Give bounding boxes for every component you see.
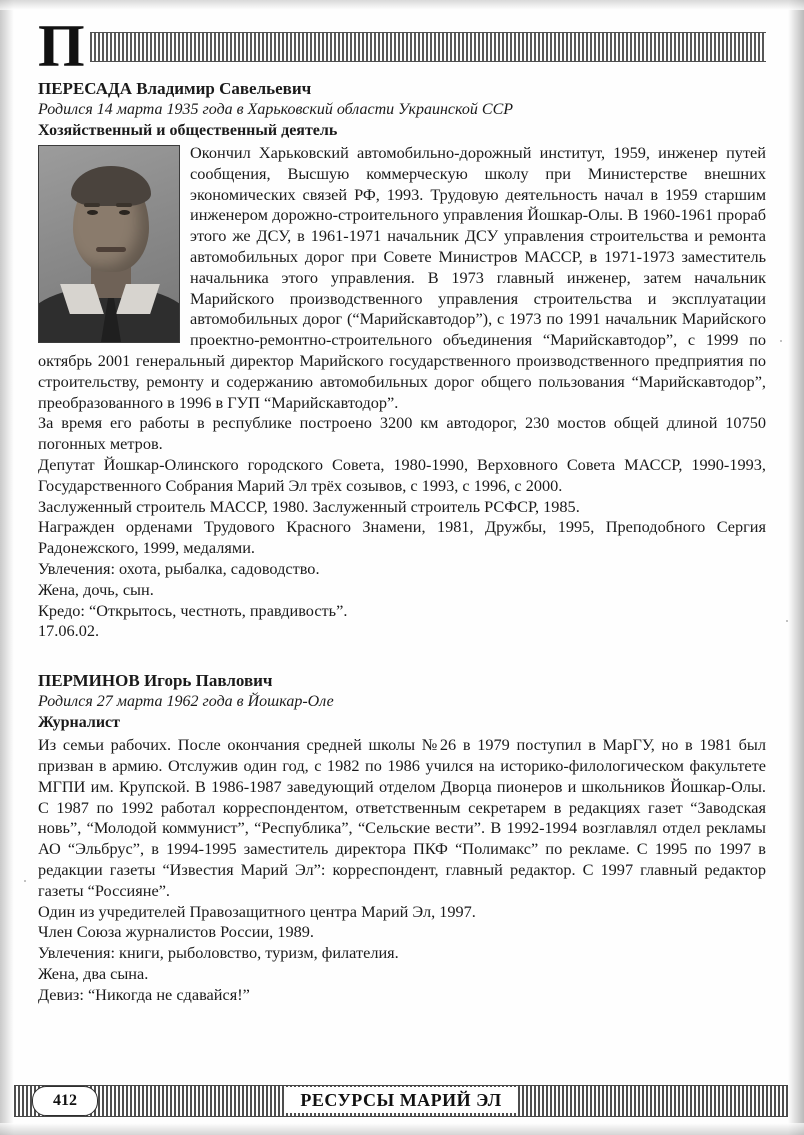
section-letter-band (38, 13, 766, 79)
entry-surname: ПЕРМИНОВ (38, 671, 140, 691)
entry-occupation: Хозяйственный и общественный деятель (38, 122, 338, 139)
portrait-eye-right (119, 210, 130, 215)
biography-entry (38, 670, 766, 1005)
entry-paragraph: Окончил Харьковский автомобильно-дорожный институт, 1959, инженер путей сообщения, Высшую коммерческую школу при Министерстве внешних экономических связей РФ, 1993. Трудовую деятельность начал в 1959 старшим инженером дорожно-строительного управления Йошкар-Олы. В 1960-1961 прораб этого же ДСУ, в 1961-1971 начальник ДСУ управления строительства и ремонта автомобильных дорог при Совете Министров МАССР, в 1971-1973 заместитель начальника этого управления. В 1973 главный инженер, затем начальник Марийского производственного управления строительства и эксплуатации автомобильных дорог (“Марийскавтодор”), с 1973 по 1991 начальник Марийского проектно-ремонтно-строительного объединения “Марийскавтодор”, с 1999 по октябрь 2001 генеральный директор Марийского государственного производственного предприятия по строительству, ремонту и содержанию автомобильных дорог общего пользования “Марийскавтодор”, преобразованного в 1996 в ГУП “Марийскавтодор”. (38, 143, 766, 412)
biography-entry (38, 78, 766, 642)
entry-paragraph: Увлечения: книги, рыболовство, туризм, филателия. (38, 943, 399, 963)
entry-separator (38, 642, 766, 668)
entry-name (38, 670, 766, 691)
portrait-eyebrow-left (84, 203, 100, 207)
hatched-rule (90, 32, 766, 62)
entry-paragraph: 17.06.02. (38, 621, 100, 641)
entry-given-names: Игорь Павлович (143, 671, 273, 691)
portrait-eye-left (87, 210, 98, 215)
entry-paragraph: Депутат Йошкар-Олинского городского Совета, 1980-1990, Верховного Совета МАССР, 1990-1993, Государственного Собрания Марий Эл трёх созывов, с 1993, с 1996, с 2000. (38, 454, 766, 495)
page-edge-shadow-bottom (0, 1123, 804, 1135)
page-edge-shadow-top (0, 0, 804, 10)
section-letter: П (38, 13, 85, 79)
scan-speckle (786, 620, 788, 622)
entry-occupation: Журналист (38, 714, 121, 732)
entry-body (38, 735, 766, 1005)
entry-paragraph: Жена, дочь, сын. (38, 579, 154, 599)
entry-given-names: Владимир Савельевич (136, 79, 312, 98)
entry-paragraph: Из семьи рабочих. После окончания средней школы №26 в 1979 поступил в МарГУ, но в 1981 был призван в армию. Отслужив один год, с 1982 по 1986 учился на историко-филологическом факультете МГПИ им. Крупской. В 1986-1987 заведующий отделом Дворца пионеров и школьников Йошкар-Олы. С 1987 по 1992 работал корреспондентом, ответственным секретарем в редакциях газет “Заводская новь”, “Молодой коммунист”, “Республика”, “Сельские вести”. В 1992-1994 возглавлял отдел рекламы АО “Эльбрус”, в 1994-1995 заместитель директора ПКФ “Полимакс” по рекламе. С 1995 по 1997 в редакции газеты “Известия Марий Эл”: корреспондент, главный редактор. С 1997 главный редактор газеты “Россияне”. (38, 735, 766, 900)
page-edge-shadow-left (0, 0, 14, 1135)
page-edge-shadow-right (788, 0, 804, 1135)
portrait-eyebrow-right (116, 203, 132, 207)
entry-birth-line: Родился 27 марта 1962 года в Йошкар-Оле (38, 693, 334, 711)
scan-speckle (780, 340, 782, 342)
entry-name (38, 78, 766, 99)
page-footer (14, 1085, 788, 1119)
portrait-mouth (96, 247, 126, 252)
entry-paragraph: Награжден орденами Трудового Красного Знамени, 1981, Дружбы, 1995, Преподобного Сергия Радонежского, 1999, медалями. (38, 517, 766, 558)
entry-paragraph: За время его работы в республике построено 3200 км автодорог, 230 мостов общей длиной 10750 погонных метров. (38, 413, 766, 454)
entry-paragraph: Член Союза журналистов России, 1989. (38, 922, 314, 942)
entry-paragraph: Заслуженный строитель МАССР, 1980. Заслуженный строитель РСФСР, 1985. (38, 496, 580, 516)
entry-paragraph: Кредо: “Открытось, честноть, правдивость”. (38, 600, 348, 620)
entry-paragraph: Увлечения: охота, рыбалка, садоводство. (38, 558, 320, 578)
page-number: 412 (32, 1086, 98, 1116)
scan-speckle (24, 880, 26, 882)
portrait-photo (38, 145, 180, 343)
book-title: РЕСУРСЫ МАРИЙ ЭЛ (284, 1087, 517, 1113)
page-content (38, 13, 766, 1005)
entry-surname: ПЕРЕСАДА (38, 79, 132, 98)
entry-paragraph: Один из учредителей Правозащитного центра Марий Эл, 1997. (38, 901, 476, 921)
entry-paragraph: Жена, два сына. (38, 963, 149, 983)
entry-paragraph: Девиз: “Никогда не сдавайся!” (38, 984, 250, 1004)
entry-birth-line: Родился 14 марта 1935 года в Харьковский области Украинской ССР (38, 101, 514, 118)
